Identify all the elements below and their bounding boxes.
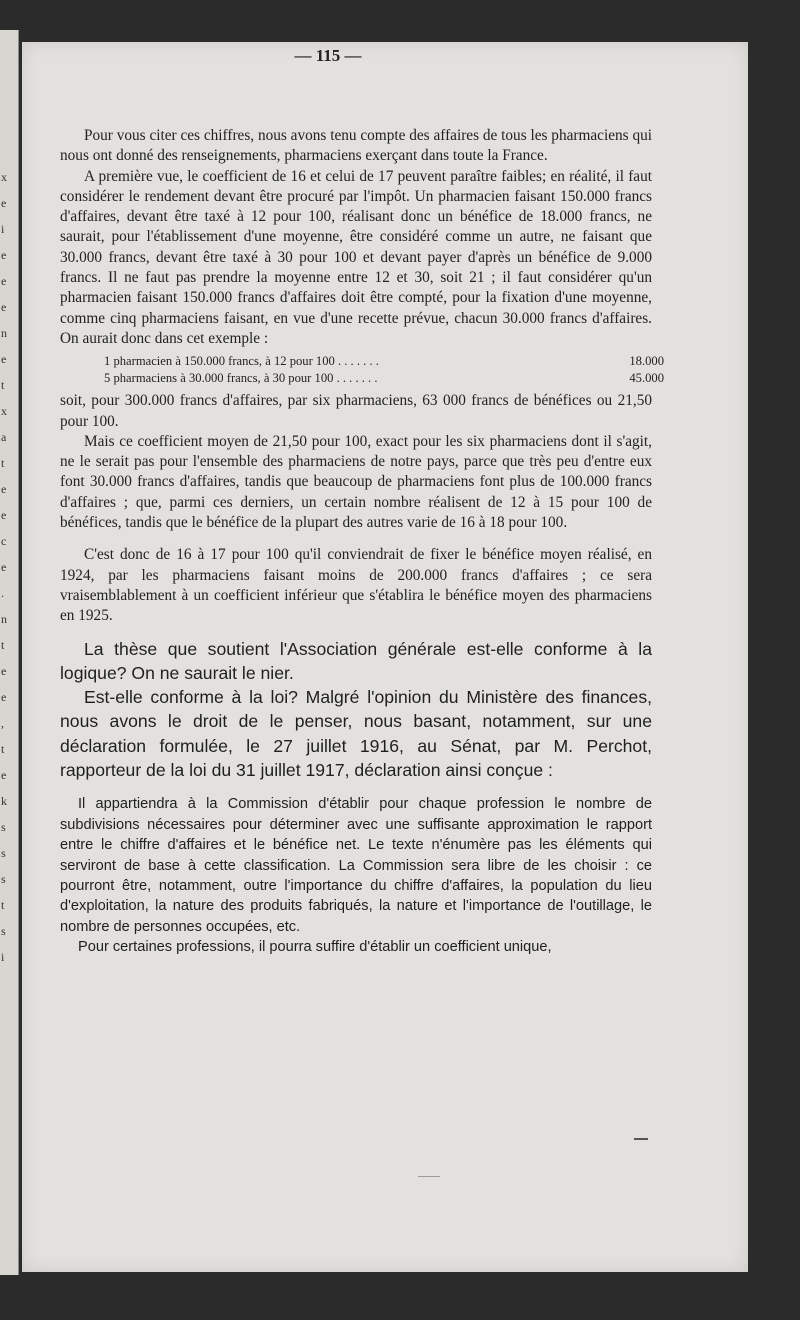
table-row: [104, 370, 664, 387]
table-cell-value: 45.000: [629, 371, 664, 386]
margin-letter: e: [1, 274, 7, 288]
margin-letter: e: [1, 196, 7, 210]
example-table: [104, 353, 664, 387]
margin-letter: .: [1, 586, 4, 600]
margin-letter: e: [1, 300, 7, 314]
paragraph-2: A première vue, le coefficient de 16 et celui de 17 peuvent paraître faibles; en réalité, il faut considérer le rendement devant être procuré par l'impôt. Un pharmacien faisant 150.000 francs d'affaires, devant être taxé à 12 pour 100, réalisant donc un bénéfice de 18.000 francs, ne saurait, pour l'établissement d'une moyenne, être considéré comme un autre, ne faisant que 30.000 francs, devant être taxé à 30 pour 100 et devant payer d'après un bénéfice de 9.000 francs. Il ne faut pas prendre la moyenne entre 12 et 30, soit 21 ; il faut considérer qu'un pharmacien faisant 150.000 francs d'affaires doit être compté, pour la fixation d'une moyenne, comme cinq pharmaciens faisant, en vue d'une recette prévue, chacun 30.000 francs d'affaires. On aurait donc dans cet exemple :: [60, 167, 652, 347]
margin-letter: e: [1, 352, 7, 366]
margin-letter: t: [1, 378, 5, 392]
paragraph-5: C'est donc de 16 à 17 pour 100 qu'il conviendrait de fixer le bénéfice moyen réalisé, en 1924, par les pharmaciens faisant moins de 200.000 francs d'affaires ; ce sera vraisemblablement à un coefficient inférieur que s'établira le bénéfice moyen des pharmaciens en 1925.: [60, 546, 652, 625]
margin-letter: e: [1, 248, 7, 262]
margin-letter: i: [1, 222, 5, 236]
table-cell-label: 1 pharmacien à 150.000 francs, à 12 pour 100 . . . . . . .: [104, 354, 379, 369]
quote-paragraph-2: Pour certaines professions, il pourra suffire d'établir un coefficient unique,: [78, 939, 552, 956]
paragraph-1: Pour vous citer ces chiffres, nous avons tenu compte des affaires de tous les pharmaciens qui nous ont donné des renseignements, pharmaciens exerçant dans toute la France.: [60, 127, 652, 165]
margin-letter: e: [1, 690, 7, 704]
margin-letter: e: [1, 508, 7, 522]
margin-letter: e: [1, 482, 7, 496]
margin-letter: x: [1, 170, 7, 184]
margin-letter: c: [1, 534, 7, 548]
paragraph-6: La thèse que soutient l'Association générale est-elle conforme à la logique? On ne saurait le nier.: [60, 638, 652, 683]
margin-letter: a: [1, 430, 7, 444]
spacer: [60, 782, 652, 794]
margin-letter: e: [1, 664, 7, 678]
margin-letter: ,: [1, 716, 4, 730]
margin-letter: k: [1, 794, 7, 808]
table-cell-value: 18.000: [629, 354, 664, 369]
spacer: [60, 627, 652, 637]
margin-letter: t: [1, 456, 5, 470]
margin-letter: s: [1, 924, 6, 938]
page-number: — 115 —: [294, 46, 362, 65]
margin-letter: s: [1, 820, 6, 834]
margin-letter: t: [1, 742, 5, 756]
ink-mark: [418, 1176, 440, 1177]
margin-letter: i: [1, 950, 5, 964]
margin-letter: t: [1, 638, 5, 652]
paragraph-4: Mais ce coefficient moyen de 21,50 pour 100, exact pour les six pharmaciens dont il s'agit, ne le serait pas pour l'ensemble des pharmaciens de notre pays, parce que très peu d'entre eux font 30.000 francs d'affaires, tandis que beaucoup de pharmaciens font plus de 100.000 francs d'affaires ; que, parmi ces derniers, un certain nombre réalisent de 12 à 15 pour 100 de bénéfices, tandis que le bénéfice de la plupart des autres varie de 16 à 18 pour 100.: [60, 432, 652, 532]
table-cell-label: 5 pharmaciens à 30.000 francs, à 30 pour 100 . . . . . . .: [104, 371, 378, 386]
ink-mark: [634, 1138, 648, 1140]
paragraph-7: Est-elle conforme à la loi? Malgré l'opinion du Ministère des finances, nous avons le droit de le penser, nous basant, notamment, sur une déclaration formulée, le 27 juillet 1916, au Sénat, par M. Perchot, rapporteur de la loi du 31 juillet 1917, déclaration ainsi conçue :: [60, 687, 652, 781]
book-page: [22, 42, 748, 1272]
spacer: [60, 533, 652, 545]
margin-letter: e: [1, 560, 7, 574]
margin-letter: t: [1, 898, 5, 912]
page-text: [60, 126, 664, 958]
facing-page-edge: [0, 30, 19, 1275]
margin-letter: n: [1, 612, 7, 626]
table-row: [104, 353, 664, 370]
margin-letter: e: [1, 768, 7, 782]
margin-letter: n: [1, 326, 7, 340]
margin-letter: s: [1, 872, 6, 886]
paragraph-3: soit, pour 300.000 francs d'affaires, par six pharmaciens, 63 000 francs de bénéfices ou 21,50 pour 100.: [60, 392, 652, 430]
quote-paragraph-1: Il appartiendra à la Commission d'établir pour chaque profession le nombre de subdivisions nécessaires pour déterminer avec une suffisante approximation le rapport entre le chiffre d'affaires et le bénéfice net. Le texte n'énumère pas les éléments qui serviront de base à cette classification. La Commission sera libre de les choisir : ce pourront être, notamment, outre l'importance du chiffre d'affaires, la population du lieu d'exploitation, la nature des produits fabriqués, la nature et l'importance de l'outillage, le nombre de personnes occupées, etc.: [60, 796, 652, 935]
margin-letter: x: [1, 404, 7, 418]
margin-letter: s: [1, 846, 6, 860]
